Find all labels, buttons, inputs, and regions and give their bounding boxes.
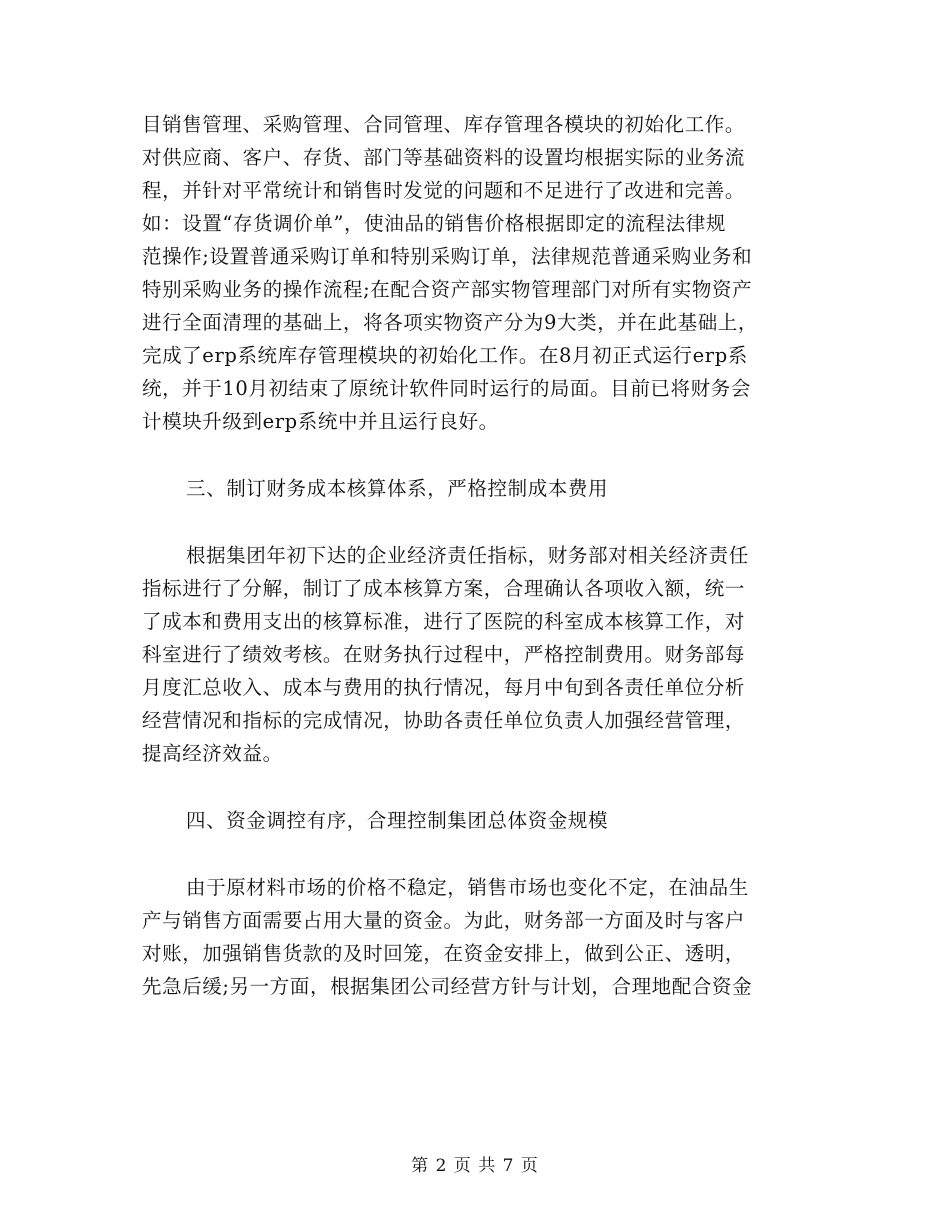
text-line: 由于原材料市场的价格不稳定，销售市场也变化不定，在油品生 bbox=[186, 876, 749, 899]
text-line: 了成本和费用支出的核算标准，进行了医院的科室成本核算工作，对 bbox=[142, 610, 746, 633]
text-line: 科室进行了绩效考核。在财务执行过程中，严格控制费用。财务部每 bbox=[142, 643, 746, 666]
page-number-footer: 第 2 页 共 7 页 bbox=[411, 1156, 539, 1176]
section-4-heading: 四、资金调控有序，合理控制集团总体资金规模 bbox=[186, 809, 609, 832]
text-line: 根据集团年初下达的企业经济责任指标，财务部对相关经济责任 bbox=[186, 544, 749, 567]
section-3-paragraph bbox=[142, 539, 810, 770]
text-line: 提高经济效益。 bbox=[142, 742, 283, 765]
section-3-heading: 三、制订财务成本核算体系，严格控制成本费用 bbox=[186, 477, 609, 500]
text-line: 进行全面清理的基础上，将各项实物资产分为9大类，并在此基础上， bbox=[142, 311, 759, 334]
text-line: 产与销售方面需要占用大量的资金。为此，财务部一方面及时与客户 bbox=[142, 909, 746, 932]
text-line: 月度汇总收入、成本与费用的执行情况，每月中旬到各责任单位分析 bbox=[142, 676, 746, 699]
text-line: 特别采购业务的操作流程;在配合资产部实物管理部门对所有实物资产 bbox=[142, 278, 753, 301]
text-line: 对账，加强销售货款的及时回笼，在资金安排上，做到公正、透明， bbox=[142, 942, 746, 965]
text-line: 完成了erp系统库存管理模块的初始化工作。在8月初正式运行erp系 bbox=[142, 344, 748, 367]
text-line: 程，并针对平常统计和销售时发觉的问题和不足进行了改进和完善。 bbox=[142, 179, 746, 202]
text-line: 范操作;设置普通采购订单和特别采购订单，法律规范普通采购业务和 bbox=[142, 245, 753, 268]
paragraph-gap bbox=[142, 505, 810, 539]
paragraph-gap bbox=[142, 837, 810, 871]
text-line: 对供应商、客户、存货、部门等基础资料的设置均根据实际的业务流 bbox=[142, 146, 746, 169]
text-line: 统，并于10月初结束了原统计软件同时运行的局面。目前已将财务会 bbox=[142, 377, 751, 400]
text-line: 计模块升级到erp系统中并且运行良好。 bbox=[142, 410, 499, 433]
paragraph-1 bbox=[142, 108, 810, 438]
paragraph-gap bbox=[142, 438, 810, 472]
document-body bbox=[142, 108, 810, 1003]
text-line: 如：设置“存货调价单”，使油品的销售价格根据即定的流程法律规 bbox=[142, 212, 726, 235]
text-line: 指标进行了分解，制订了成本核算方案，合理确认各项收入额，统一 bbox=[142, 577, 746, 600]
text-line: 先急后缓;另一方面，根据集团公司经营方针与计划，合理地配合资金 bbox=[142, 975, 753, 998]
section-4-paragraph bbox=[142, 871, 810, 1003]
text-line: 经营情况和指标的完成情况，协助各责任单位负责人加强经营管理， bbox=[142, 709, 746, 732]
paragraph-gap bbox=[142, 770, 810, 804]
text-line: 目销售管理、采购管理、合同管理、库存管理各模块的初始化工作。 bbox=[142, 113, 746, 136]
